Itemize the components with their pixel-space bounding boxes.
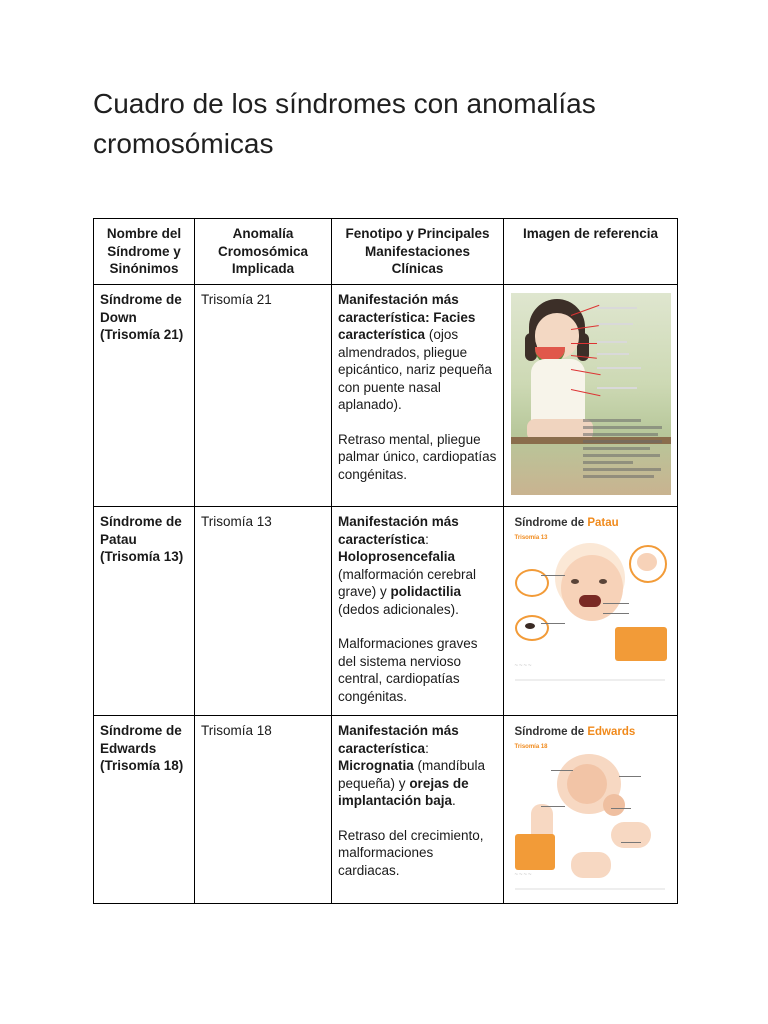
illustration-title-b: Patau xyxy=(587,517,619,529)
reference-image-cell xyxy=(504,285,678,507)
down-syndrome-illustration xyxy=(511,293,671,495)
phenotype-lead: Manifestación más característica: Facies característica xyxy=(338,292,476,342)
page-title: Cuadro de los síndromes con anomalías cromosómicas xyxy=(93,88,596,159)
phenotype-key-1: Holoprosencefalia xyxy=(338,549,456,564)
chromosomal-anomaly: Trisomía 13 xyxy=(195,507,332,716)
reference-image-cell xyxy=(504,507,678,716)
illustration-title-b: Edwards xyxy=(587,726,636,738)
phenotype-text-2: . xyxy=(452,793,456,808)
table-header-row xyxy=(94,219,678,285)
phenotype-text-2: (dedos adicionales). xyxy=(338,601,459,617)
header-name: Nombre del Síndrome y Sinónimos xyxy=(94,219,195,285)
table-row xyxy=(94,507,678,716)
phenotype-cell xyxy=(332,507,504,716)
phenotype-lead: Manifestación más característica xyxy=(338,723,459,756)
phenotype-text-1: (malformación cerebral grave) y xyxy=(338,566,477,599)
illustration-subtitle: Trisomía 13 xyxy=(514,535,548,541)
illustration-footer-mark: ~~~~ xyxy=(514,871,533,878)
phenotype-cell xyxy=(332,285,504,507)
chromosomal-anomaly: Trisomía 18 xyxy=(195,716,332,904)
phenotype-extra: Malformaciones graves del sistema nervioso central, cardiopatías congénitas. xyxy=(338,636,478,704)
phenotype-text-1: (mandíbula pequeña) y xyxy=(338,758,486,791)
illustration-footer-mark: ~~~~ xyxy=(514,662,533,669)
chromosomal-anomaly: Trisomía 21 xyxy=(195,285,332,507)
header-anomaly: Anomalía Cromosómica Implicada xyxy=(195,219,332,285)
table-row xyxy=(94,285,678,507)
illustration-title-a: Síndrome de xyxy=(514,517,588,529)
header-phenotype: Fenotipo y Principales Manifestaciones Clínicas xyxy=(332,219,504,285)
phenotype-separator: : xyxy=(425,740,429,756)
phenotype-cell xyxy=(332,716,504,904)
edwards-syndrome-illustration xyxy=(511,724,671,892)
patau-syndrome-illustration xyxy=(511,515,671,683)
table-row xyxy=(94,716,678,904)
illustration-title-a: Síndrome de xyxy=(514,726,588,738)
phenotype-separator: : xyxy=(425,531,429,547)
phenotype-key-2: polidactilia xyxy=(390,584,462,599)
phenotype-text: (ojos almendrados, pliegue epicántico, nariz pequeña con puente nasal aplanado). xyxy=(338,327,492,412)
phenotype-key-1: Micrognatia xyxy=(338,758,414,773)
header-image: Imagen de referencia xyxy=(504,219,678,285)
syndrome-name: Síndrome de Patau (Trisomía 13) xyxy=(94,507,195,716)
syndrome-name: Síndrome de Down (Trisomía 21) xyxy=(94,285,195,507)
phenotype-extra: Retraso mental, pliegue palmar único, cardiopatías congénitas. xyxy=(338,431,497,482)
illustration-subtitle: Trisomía 18 xyxy=(514,744,548,750)
phenotype-lead: Manifestación más característica xyxy=(338,514,459,547)
phenotype-extra: Retraso del crecimiento, malformaciones cardiacas. xyxy=(338,827,484,878)
syndromes-table xyxy=(93,218,678,904)
phenotype-key-2: orejas de implantación baja xyxy=(338,775,469,808)
syndrome-name: Síndrome de Edwards (Trisomía 18) xyxy=(94,716,195,904)
reference-image-cell xyxy=(504,716,678,904)
